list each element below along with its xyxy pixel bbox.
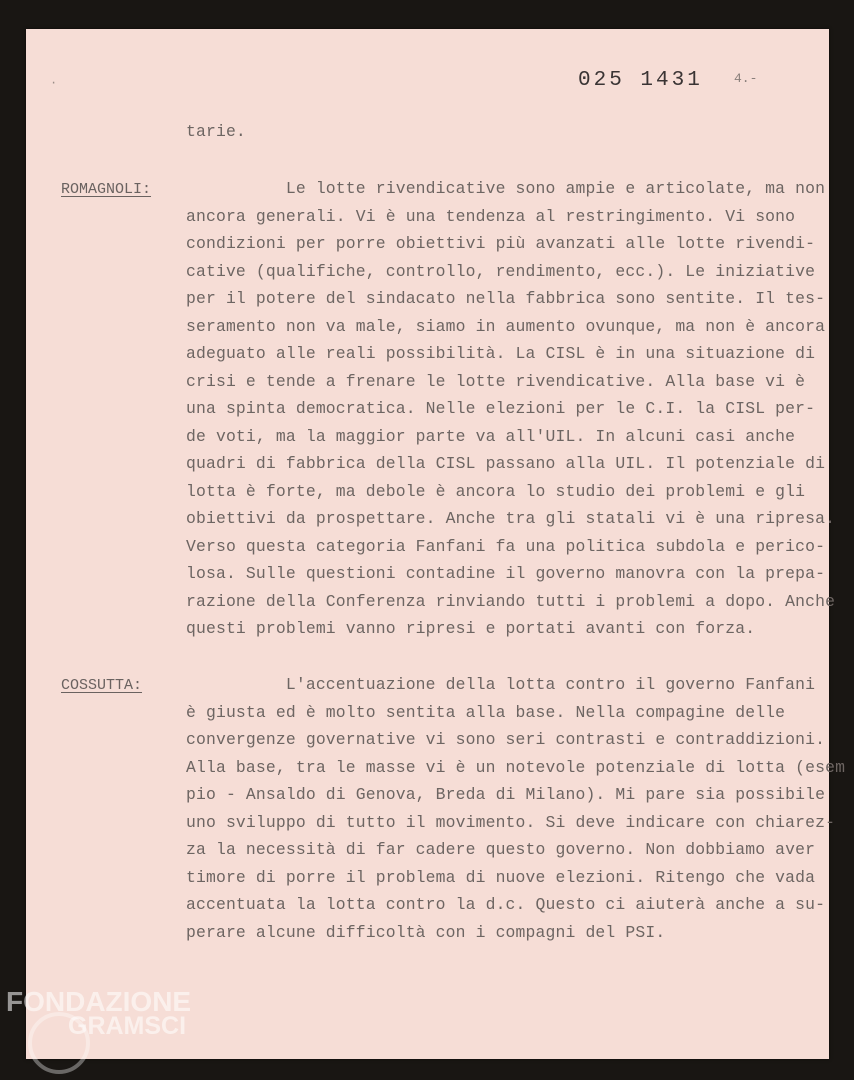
text-line: uno sviluppo di tutto il movimento. Si deve indicare con chiarez- (186, 812, 836, 832)
page-number: 4.- (734, 71, 758, 86)
text-line: losa. Sulle questioni contadine il governo manovra con la prepa- (186, 564, 826, 583)
text-line: seramento non va male, siamo in aumento ovunque, ma non è ancora (186, 316, 826, 336)
text-line: accentuata la lotta contro la d.c. Questo ci aiuterà anche a su- (186, 895, 826, 914)
text-line: adeguato alle reali possibilità. La CISL è in una situazione di (186, 344, 816, 363)
text-line: convergenze governative vi sono seri contrasti e contraddizioni. (186, 730, 826, 749)
text-line: crisi e tende a frenare le lotte rivendicative. Alla base vi è (186, 371, 806, 391)
text-line: per il potere del sindacato nella fabbrica sono sentite. Il tes- (186, 289, 826, 308)
text-line: timore di porre il problema di nuove elezioni. Ritengo che vada (186, 867, 816, 887)
margin-dot: · (50, 76, 58, 90)
speaker-romagnoli: ROMAGNOLI: (61, 181, 152, 198)
text-line: razione della Conferenza rinviando tutti i problemi a dopo. Anche (186, 591, 836, 611)
text-line: questi problemi vanno ripresi e portati avanti con forza. (186, 619, 756, 638)
text-line: condizioni per porre obiettivi più avanzati alle lotte rivendi- (186, 234, 816, 253)
text-line: quadri di fabbrica della CISL passano alla UIL. Il potenziale di (186, 454, 826, 473)
text-line: pio - Ansaldo di Genova, Breda di Milano). Mi pare sia possibile (186, 785, 826, 804)
text-line: una spinta democratica. Nelle elezioni per le C.I. la CISL per- (186, 399, 816, 418)
speaker-cossutta: COSSUTTA: (61, 677, 143, 694)
continuation-line: tarie. (186, 122, 246, 141)
text-line: Verso questa categoria Fanfani fa una politica subdola e perico- (186, 536, 826, 556)
text-line: L'accentuazione della lotta contro il governo Fanfani (186, 675, 816, 694)
text-line: de voti, ma la maggior parte va all'UIL. In alcuni casi anche (186, 426, 796, 446)
text-line: perare alcune difficoltà con i compagni del PSI. (186, 922, 666, 942)
text-line: Alla base, tra le masse vi è un notevole potenziale di lotta (esem (186, 757, 846, 777)
watermark (6, 986, 191, 1041)
text-line: za la necessità di far cadere questo governo. Non dobbiamo aver (186, 840, 816, 859)
document-number: 025 1431 (578, 69, 703, 92)
text-line: ancora generali. Vi è una tendenza al restringimento. Vi sono (186, 206, 796, 226)
text-line: lotta è forte, ma debole è ancora lo studio dei problemi e gli (186, 481, 806, 501)
text-line: obiettivi da prospettare. Anche tra gli statali vi è una ripresa. (186, 509, 836, 528)
text-line: è giusta ed è molto sentita alla base. Nella compagine delle (186, 702, 786, 722)
watermark-line2: GRAMSCI (68, 1012, 187, 1040)
text-line: cative (qualifiche, controllo, rendimento, ecc.). Le iniziative (186, 261, 816, 281)
text-line: Le lotte rivendicative sono ampie e articolate, ma non (186, 179, 826, 198)
document-page (26, 29, 846, 1059)
watermark-line1: FONDAZIONE (6, 986, 192, 1017)
